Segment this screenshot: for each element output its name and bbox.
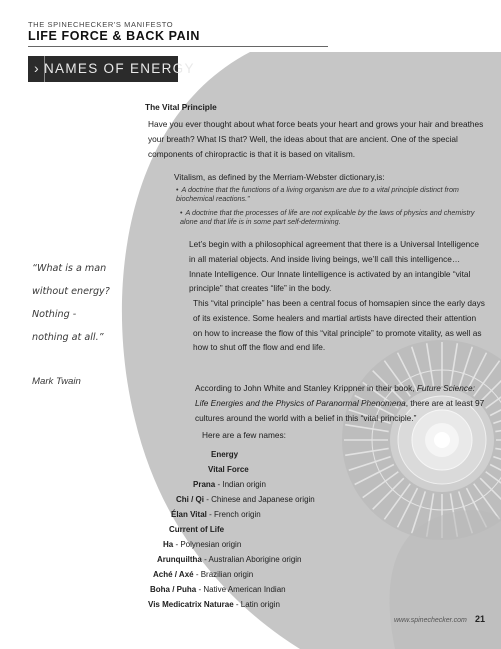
energy-name: Prana: [193, 480, 216, 489]
definition-item: [180, 208, 482, 227]
definition-text: A doctrine that the processes of life are not explicable by the laws of physics and chemistry alone and that life is in some part self-determining.: [180, 208, 475, 227]
energy-name: Energy: [211, 450, 239, 459]
paragraph: This “vital principle” has been a central focus of homsapien since the early days of its existence. Some healers and martial artists have directed their attention on how to increase the flow of this “vital principle” to promote vitality, as well as how to shut off the flow and end life.: [193, 298, 485, 353]
energy-name: Arunquiltha: [157, 555, 202, 564]
paragraph-text: According to John White and Stanley Krippner in their book,: [195, 383, 417, 393]
energy-origin: - French origin: [206, 510, 261, 519]
energy-name: Current of Life: [169, 525, 225, 534]
list-item: [171, 510, 261, 520]
energy-name: Boha / Puha: [150, 585, 197, 594]
quote-line: Nothing -: [32, 309, 77, 320]
section-title: NAMES OF ENERGY: [44, 61, 195, 76]
definition-item: [176, 185, 481, 204]
definition-text: A doctrine that the functions of a living organism are due to a vital principle distinct from biochemical reactions.”: [176, 185, 459, 204]
quote-author: Mark Twain: [32, 376, 81, 387]
list-item: [153, 570, 253, 580]
manifesto-kicker: THE SPINECHECKER'S MANIFESTO: [28, 20, 174, 29]
energy-name: Chi / Qi: [176, 495, 204, 504]
subheading-vital-principle: The Vital Principle: [145, 102, 217, 112]
energy-name: Ha: [163, 540, 174, 549]
list-item: [193, 480, 266, 490]
quote-line: nothing at all.”: [32, 332, 104, 343]
energy-origin: - Australian Aborigine origin: [201, 555, 302, 564]
paragraph: Let’s begin with a philosophical agreement that there is a Universal Intelligence in all material objects. And inside living beings, we’ll call this intelligence… Innate Intelligence. Our Innate Iintelligence is activated by an intangible “vital principle” that creates “life” in the body.: [189, 239, 479, 294]
energy-name: Vis Medicatrix Naturae: [148, 600, 234, 609]
list-item: [211, 450, 238, 460]
energy-origin: - Latin origin: [233, 600, 280, 609]
footer-url[interactable]: www.spinechecker.com: [394, 617, 467, 624]
energy-origin: - Native American Indian: [196, 585, 286, 594]
header-divider: [28, 46, 328, 47]
quote-line: without energy?: [32, 286, 110, 297]
book-title: Future Science: Life Energies and the Physics of Paranormal Phenomena: [195, 383, 475, 408]
list-item: [208, 465, 249, 475]
page-title: LIFE FORCE & BACK PAIN: [28, 29, 200, 43]
energy-name: Vital Force: [208, 465, 249, 474]
pull-quote: [32, 257, 132, 349]
paragraph: [195, 381, 485, 425]
bullet-icon: •: [176, 185, 179, 194]
bullet-icon: •: [180, 208, 183, 217]
chevron-right-icon: ›: [34, 60, 39, 76]
paragraph-text: , there are at least 97 cultures around the world with a belief in this “vital principle.”: [195, 397, 485, 423]
list-item: [150, 585, 286, 595]
energy-origin: - Brazilian origin: [193, 570, 254, 579]
paragraph: Here are a few names:: [202, 430, 286, 440]
energy-origin: - Chinese and Japanese origin: [204, 495, 315, 504]
paragraph: Have you ever thought about what force beats your heart and grows your hair and breathes your breath? What IS that? Well, the ideas about that are ancient. One of the special components of chiropractic is that it is based on vitalism.: [148, 119, 484, 159]
energy-origin: - Polynesian origin: [173, 540, 242, 549]
list-item: [157, 555, 302, 565]
paragraph: Vitalism, as defined by the Merriam-Webster dictionary,is:: [174, 172, 385, 182]
list-item: [176, 495, 315, 505]
quote-line: “What is a man: [32, 263, 107, 274]
energy-name: Élan Vital: [171, 510, 207, 519]
list-item: [148, 600, 280, 610]
energy-origin: - Indian origin: [215, 480, 266, 489]
page-number: 21: [475, 614, 486, 624]
list-item: [163, 540, 241, 550]
list-item: [169, 525, 224, 535]
energy-name: Aché / Axé: [153, 570, 194, 579]
